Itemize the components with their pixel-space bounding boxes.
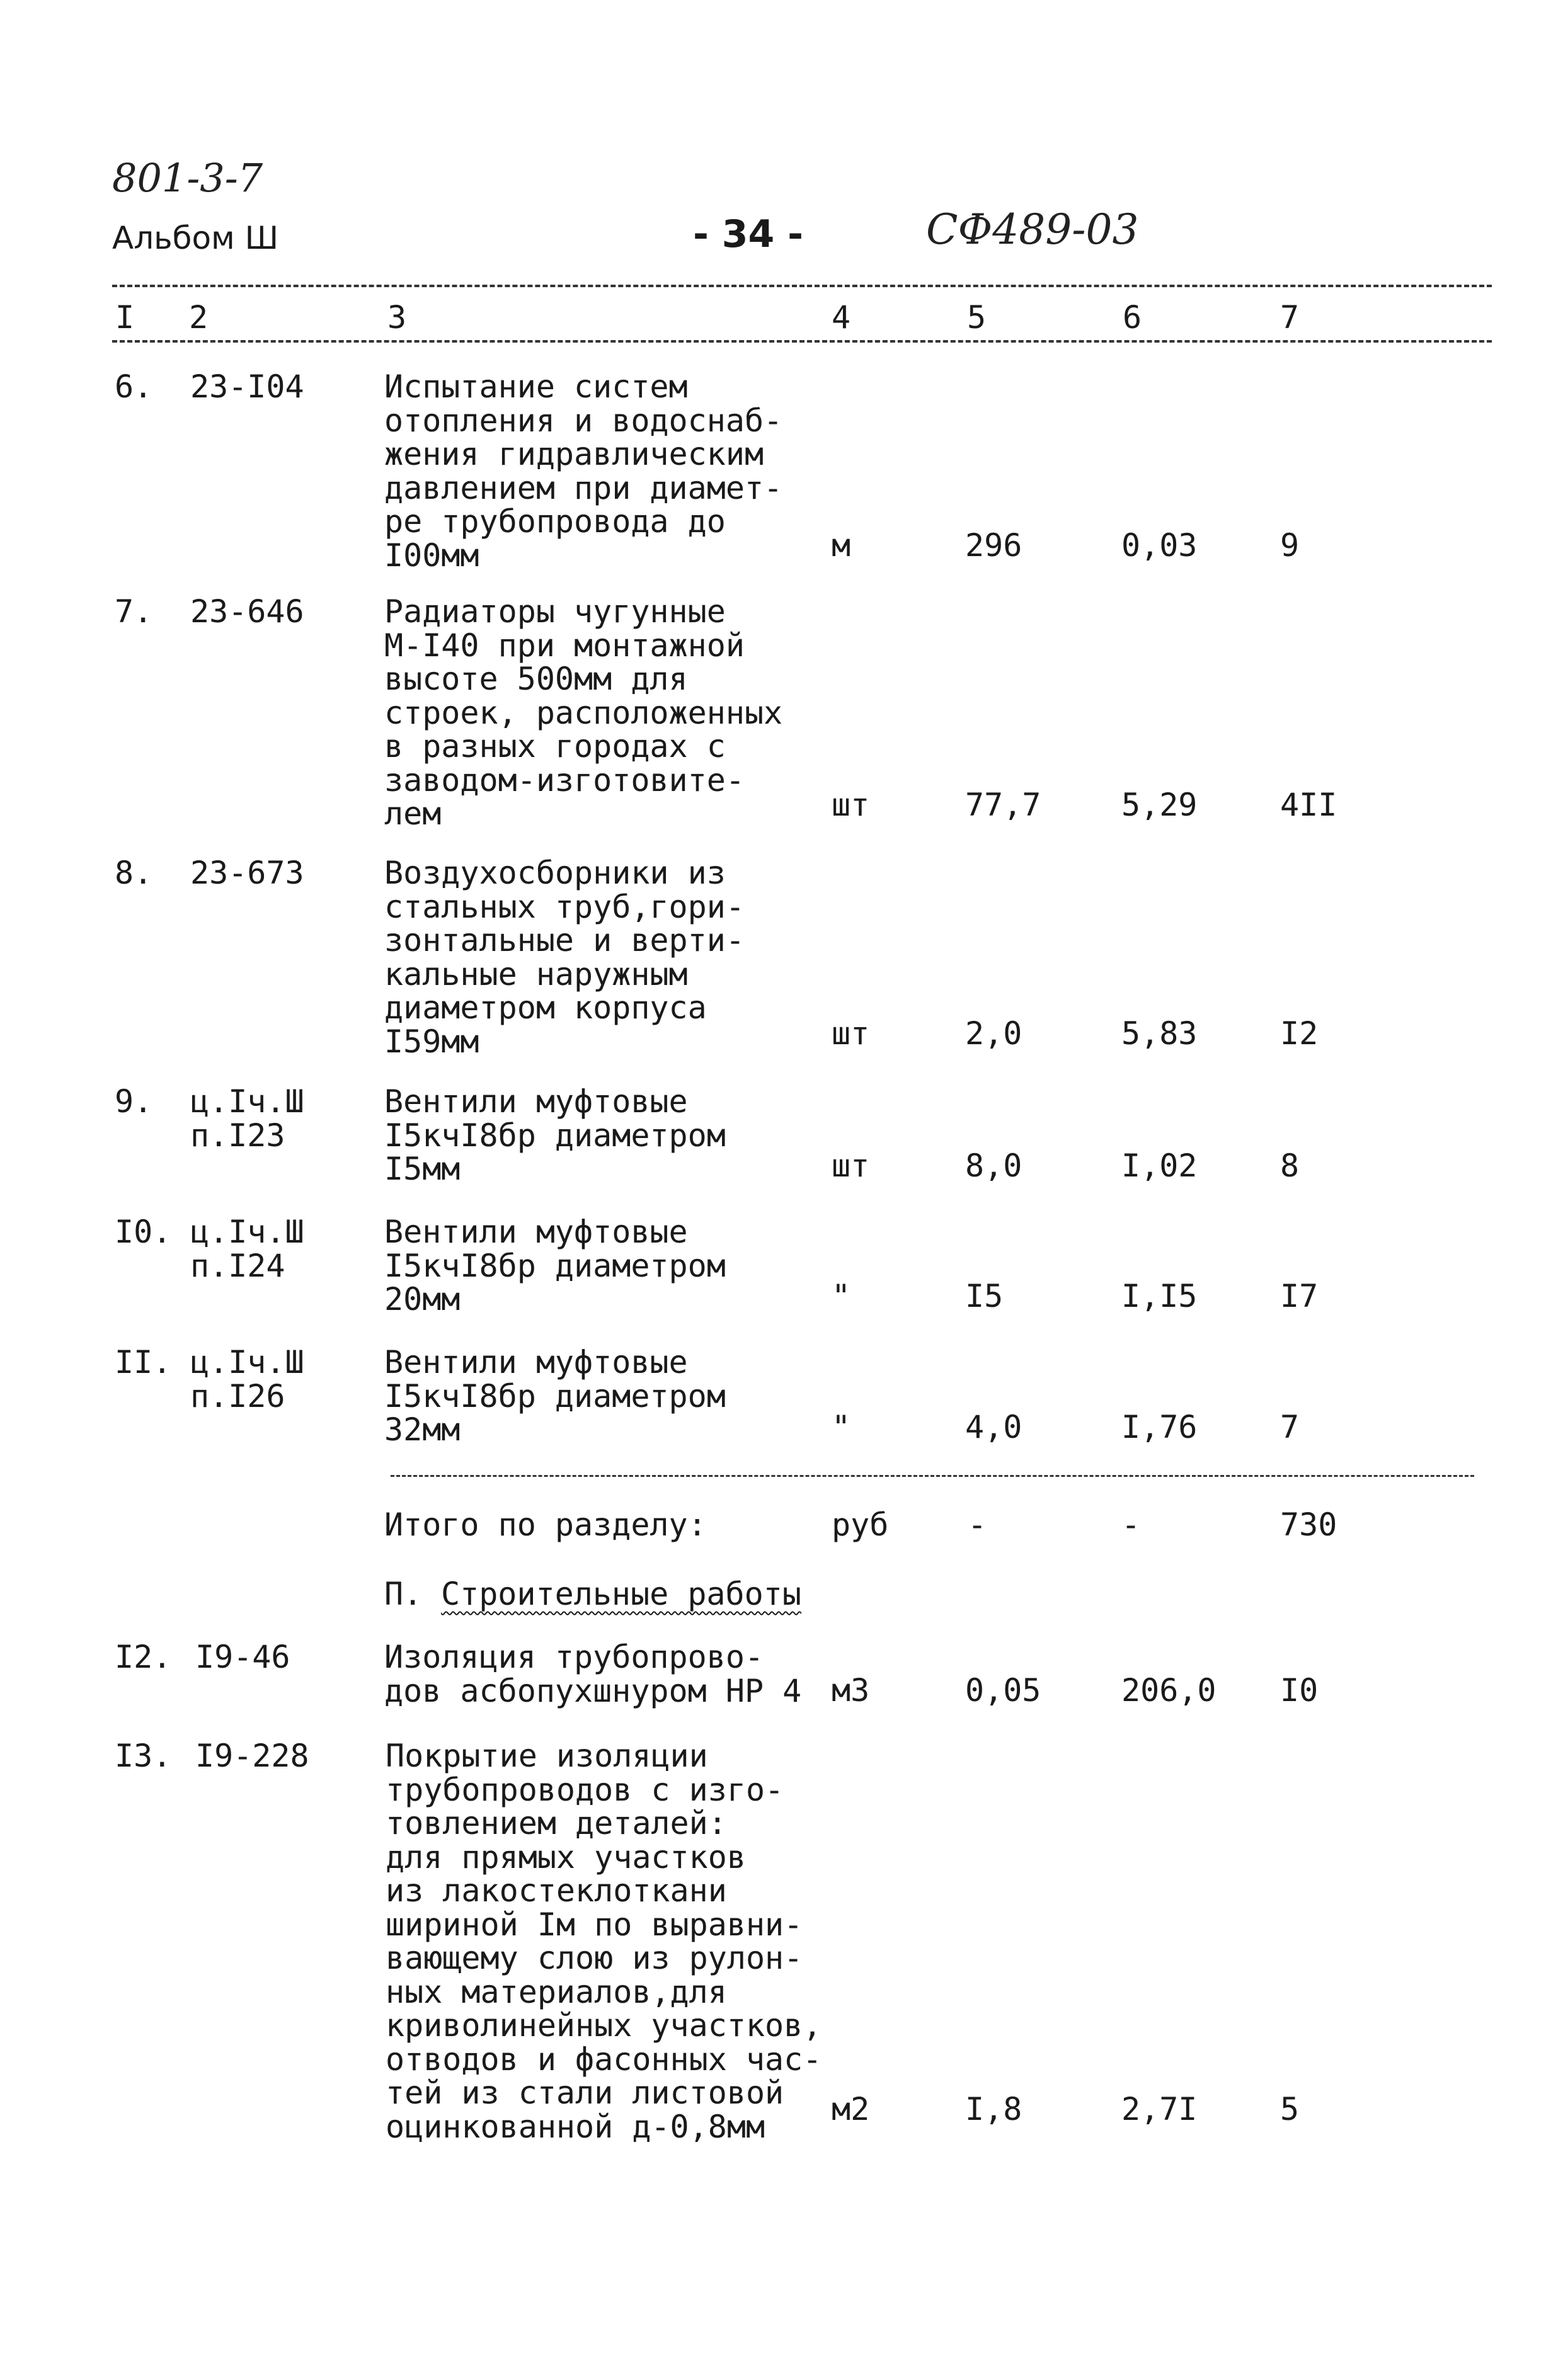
- row-number: I3.: [115, 1738, 172, 1774]
- row-unit: шт: [832, 787, 870, 823]
- subtotal-rule: [391, 1475, 1474, 1477]
- subtotal-label: Итого по разделу:: [384, 1506, 707, 1543]
- row-unit: м3: [832, 1672, 870, 1709]
- row-description: Вентили муфтовые I5кчI8бр диаметром I5мм: [384, 1083, 726, 1187]
- row-description: Изоляция трубопрово- дов асбопухшнуром НР 4: [384, 1639, 802, 1709]
- row-code: 23-I04: [190, 368, 304, 405]
- row-price: I,76: [1121, 1409, 1198, 1445]
- row-unit: шт: [832, 1147, 870, 1184]
- row-quantity: 77,7: [965, 787, 1041, 823]
- col-header-5: 5: [967, 299, 987, 336]
- col-header-7: 7: [1280, 299, 1300, 336]
- row-price: 5,83: [1121, 1015, 1198, 1052]
- header-bottom-rule: [112, 340, 1492, 343]
- row-number: 8.: [115, 855, 153, 891]
- row-description: Радиаторы чугунные М-I40 при монтажной высоте 500мм для строек, расположенных в разных городах с заводом-изготовите- лем: [384, 593, 783, 832]
- row-number: 7.: [115, 593, 153, 630]
- row-price: 0,03: [1121, 527, 1198, 564]
- row-number: I2.: [115, 1639, 172, 1675]
- subtotal-price: -: [1121, 1506, 1141, 1543]
- row-quantity: 8,0: [965, 1147, 1022, 1184]
- row-code: 23-646: [190, 593, 304, 630]
- row-description: Воздухосборники из стальных труб,гори- зонтальные и верти- кальные наружным диаметром корпуса I59мм: [384, 855, 745, 1060]
- col-header-6: 6: [1123, 299, 1142, 336]
- row-quantity: 296: [965, 527, 1022, 564]
- row-description: Испытание систем отопления и водоснаб- жения гидравлическим давлением при диамет- ре трубопровода до I00мм: [384, 368, 783, 574]
- doc-code: 801-3-7: [112, 155, 263, 201]
- row-code: 23-673: [190, 855, 304, 891]
- col-header-4: 4: [832, 299, 851, 336]
- row-price: I,I5: [1121, 1278, 1198, 1314]
- row-code: ц.Iч.Ш п.I24: [190, 1214, 304, 1284]
- row-unit: ": [832, 1409, 851, 1445]
- row-quantity: I,8: [965, 2091, 1022, 2127]
- row-code: ц.Iч.Ш п.I23: [190, 1083, 304, 1154]
- col-header-1: I: [115, 299, 135, 336]
- header-top-rule: [112, 285, 1492, 287]
- row-total: 8: [1280, 1147, 1300, 1184]
- row-quantity: I5: [965, 1278, 1004, 1314]
- row-description: Покрытие изоляции трубопроводов с изго- товлением деталей: для прямых участков из лакостеклоткани шириной Iм по выравни- вающему слою из рулон- ных материалов,для криволинейных участков, отводов и фасонных час- тей из стали листовой оцинкованной д-0,8мм: [386, 1738, 822, 2145]
- row-description: Вентили муфтовые I5кчI8бр диаметром 20мм: [384, 1214, 726, 1318]
- page-number: - 34 -: [693, 212, 804, 256]
- row-total: 7: [1280, 1409, 1300, 1445]
- row-price: 5,29: [1121, 787, 1198, 823]
- row-quantity: 2,0: [965, 1015, 1022, 1052]
- row-quantity: 4,0: [965, 1409, 1022, 1445]
- subtotal-total: 730: [1280, 1506, 1337, 1543]
- row-total: I7: [1280, 1278, 1319, 1314]
- section-number: П.: [384, 1576, 423, 1612]
- row-unit: ": [832, 1278, 851, 1314]
- subtotal-unit: руб: [832, 1506, 889, 1543]
- row-price: 2,7I: [1121, 2091, 1198, 2127]
- section-title: Строительные работы: [441, 1576, 801, 1612]
- row-total: 4II: [1280, 787, 1337, 823]
- row-unit: м2: [832, 2091, 870, 2127]
- row-code: I9-46: [195, 1639, 290, 1675]
- row-total: I2: [1280, 1015, 1319, 1052]
- row-price: I,02: [1121, 1147, 1198, 1184]
- subtotal-quantity: -: [968, 1506, 987, 1543]
- row-number: I0.: [115, 1214, 172, 1250]
- row-total: 9: [1280, 527, 1300, 564]
- archive-code: СФ489-03: [926, 205, 1139, 254]
- col-header-3: 3: [387, 299, 407, 336]
- row-number: 9.: [115, 1083, 153, 1120]
- row-description: Вентили муфтовые I5кчI8бр диаметром 32мм: [384, 1344, 726, 1448]
- row-number: II.: [115, 1344, 172, 1381]
- row-unit: м: [832, 527, 851, 564]
- row-price: 206,0: [1121, 1672, 1217, 1709]
- col-header-2: 2: [189, 299, 209, 336]
- row-number: 6.: [115, 368, 153, 405]
- row-quantity: 0,05: [965, 1672, 1041, 1709]
- row-code: I9-228: [195, 1738, 309, 1774]
- row-total: 5: [1280, 2091, 1300, 2127]
- row-code: ц.Iч.Ш п.I26: [190, 1344, 304, 1415]
- row-unit: шт: [832, 1015, 870, 1052]
- album-label: Альбом Ш: [112, 220, 279, 256]
- row-total: I0: [1280, 1672, 1319, 1709]
